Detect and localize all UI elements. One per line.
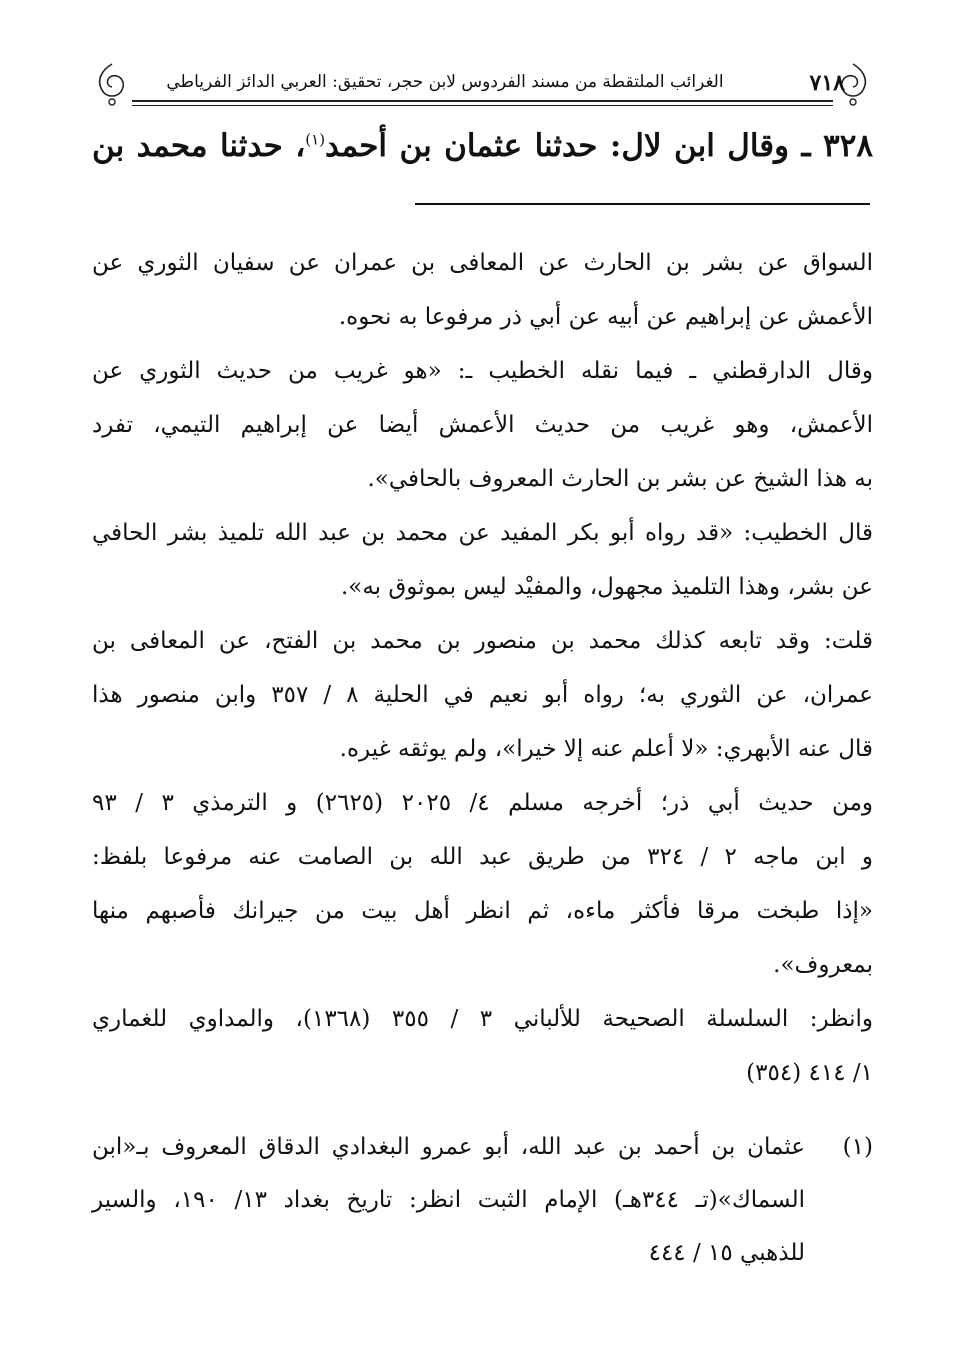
paragraph — [92, 776, 873, 992]
text-line: عمران، عن الثوري به؛ رواه أبو نعيم في الحلية ٨ / ٣٥٧ وابن منصور هذا — [92, 682, 874, 708]
text-line: به هذا الشيخ عن بشر بن الحارث المعروف بالحافي». — [367, 466, 873, 492]
footnote-number: (١) — [842, 1134, 873, 1160]
header-rule — [132, 100, 833, 102]
text-line: قال عنه الأبهري: «لا أعلم عنه إلا خيرا»، ولم يوثقه غيره. — [339, 736, 873, 762]
text-line: «إذا طبخت مرقا فأكثر ماءه، ثم انظر أهل بيت من جيرانك فأصبهم منها — [92, 898, 873, 924]
ornament-left-icon — [92, 60, 132, 110]
footnote — [92, 1121, 873, 1280]
text-line: عن بشر، وهذا التلميذ مجهول، والمفيْد ليس بموثوق به». — [340, 574, 873, 600]
text-line: الأعمش، وهو غريب من حديث الأعمش أيضا عن إبراهيم التيمي، تفرد — [92, 412, 873, 438]
header-rule-thin — [132, 105, 833, 106]
footnote-line: للذهبي ١٥ / ٤٤٤ — [648, 1240, 805, 1266]
footnote-text — [92, 1121, 805, 1280]
text-line: ومن حديث أبي ذر؛ أخرجه مسلم ٤/ ٢٠٢٥ (٢٦٢٥) و الترمذي ٣ / ٩٣ — [92, 790, 873, 816]
separator-rule — [415, 203, 870, 205]
text-line: بمعروف». — [773, 952, 873, 978]
page-number: ٧١٨ — [809, 70, 845, 96]
hadith-heading-text-end: ، حدثنا محمد بن — [92, 128, 306, 164]
text-line: ١/ ٤١٤ (٣٥٤) — [746, 1060, 873, 1086]
footnote-line: السماك»(تـ ٣٤٤هـ) الإمام الثبت انظر: تاريخ بغداد ١٣/ ١٩٠، والسير — [92, 1187, 806, 1213]
paragraph — [92, 614, 873, 776]
paragraph — [92, 506, 873, 614]
footnote-reference: (١) — [305, 130, 326, 149]
page-header — [92, 60, 873, 110]
body-text — [92, 236, 873, 1100]
text-line: قال الخطيب: «قد رواه أبو بكر المفيد عن محمد بن عبد الله تلميذ بشر الحافي — [92, 520, 873, 546]
paragraph — [92, 992, 873, 1100]
text-line: وقال الدارقطني ـ فيما نقله الخطيب ـ: «هو غريب من حديث الثوري عن — [92, 358, 873, 384]
paragraph — [92, 236, 873, 344]
text-line: قلت: وقد تابعه كذلك محمد بن منصور بن محمد بن الفتح، عن المعافى بن — [92, 628, 873, 654]
footnote-line: عثمان بن أحمد بن عبد الله، أبو عمرو البغدادي الدقاق المعروف بـ«ابن — [92, 1134, 805, 1160]
text-line: وانظر: السلسلة الصحيحة للألباني ٣ / ٣٥٥ (١٣٦٨)، والمداوي للغماري — [92, 1006, 873, 1032]
paragraph — [92, 344, 873, 506]
text-line: السواق عن بشر بن الحارث عن المعافى بن عمران عن سفيان الثوري عن — [92, 250, 873, 276]
hadith-heading-text: ٣٢٨ ـ وقال ابن لال: حدثنا عثمان بن أحمد — [325, 128, 873, 164]
running-title: الغرائب الملتقطة من مسند الفردوس لابن حجر، تحقيق: العربي الدائز الفرياطي — [166, 72, 724, 92]
hadith-heading-line — [92, 128, 873, 164]
text-line: و ابن ماجه ٢ / ٣٢٤ من طريق عبد الله بن الصامت عنه مرفوعا بلفظ: — [92, 844, 874, 870]
text-line: الأعمش عن إبراهيم عن أبيه عن أبي ذر مرفوعا به نحوه. — [338, 304, 873, 330]
